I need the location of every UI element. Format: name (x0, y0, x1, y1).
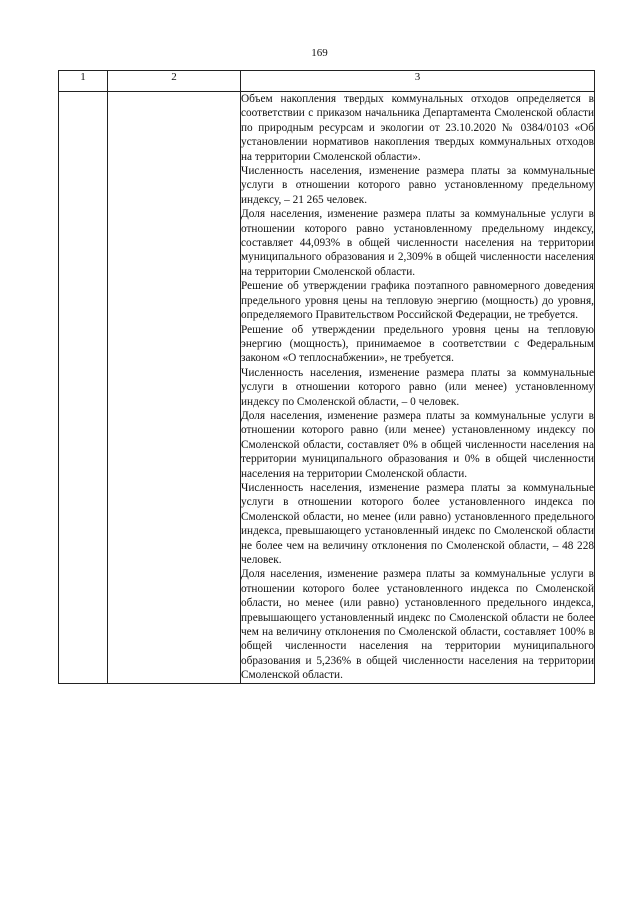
column-2-cell (108, 92, 241, 684)
table-row (59, 92, 595, 684)
paragraph-population-equal-limit: Численность населения, изменение размера платы за коммунальные услуги в отношении которого равно установленному предельному индексу, – 21 265 человек. (241, 165, 594, 206)
paragraph-share-equal-limit: Доля населения, изменение размера платы за коммунальные услуги в отношении которого равно установленному предельному индексу, составляет 44,093% в общей численности населения на территории муниципального образования и 2,309% в общей численности населения на территории Смоленской области. (241, 208, 594, 278)
paragraph-population-equal-or-less-index: Численность населения, изменение размера платы за коммунальные услуги в отношении которого равно (или менее) установленному индексу по Смоленской области, – 0 человек. (241, 366, 594, 408)
column-header-2: 2 (108, 71, 241, 92)
column-1-cell (59, 92, 108, 684)
page-number: 169 (311, 47, 328, 59)
column-header-3: 3 (241, 71, 595, 92)
data-table (58, 70, 595, 684)
paragraph-population-above-index: Численность населения, изменение размера платы за коммунальные услуги в отношении которого более установленного индекса по Смоленской области, но менее (или равно) установленного предельного индекса, превышающего установленный индекс по Смоленской области не более чем на величину отклонения по Смоленской области, – 48 228 человек. (241, 481, 594, 566)
column-3-cell (241, 92, 595, 684)
paragraph-heat-price-schedule: Решение об утверждении графика поэтапного равномерного доведения предельного уровня цены на тепловую энергию (мощность) до уровня, определяемого Правительством Российской Федерации, не требуется. (241, 280, 594, 322)
table-header-row (59, 71, 595, 92)
paragraph-waste-volume: Объем накопления твердых коммунальных отходов определяется в соответствии с приказом начальника Департамента Смоленской области по природным ресурсам и экологии от 23.10.2020 № 0384/0103 «Об установлении нормативов накопления твердых коммунальных отходов на территории Смоленской области». (241, 93, 594, 163)
paragraph-heat-price-limit: Решение об утверждении предельного уровня цены на тепловую энергию (мощность), принимаемое в соответствии с Федеральным законом «О теплоснабжении», не требуется. (241, 323, 594, 365)
paragraph-share-above-index: Доля населения, изменение размера платы за коммунальные услуги в отношении которого более установленного индекса по Смоленской области, но менее (или равно) установленного предельного индекса, превышающего установленный индекс по Смоленской области не более чем на величину отклонения по Смоленской области, составляет 100% в общей численности населения на территории муниципального образования и 5,236% в общей численности населения на территории Смоленской области. (241, 568, 594, 682)
paragraph-share-equal-or-less-index: Доля населения, изменение размера платы за коммунальные услуги в отношении которого равно (или менее) установленному индексу по Смоленской области, составляет 0% в общей численности населения на территории муниципального образования и 0% в общей численности населения на территории Смоленской области. (241, 409, 594, 480)
column-header-1: 1 (59, 71, 108, 92)
